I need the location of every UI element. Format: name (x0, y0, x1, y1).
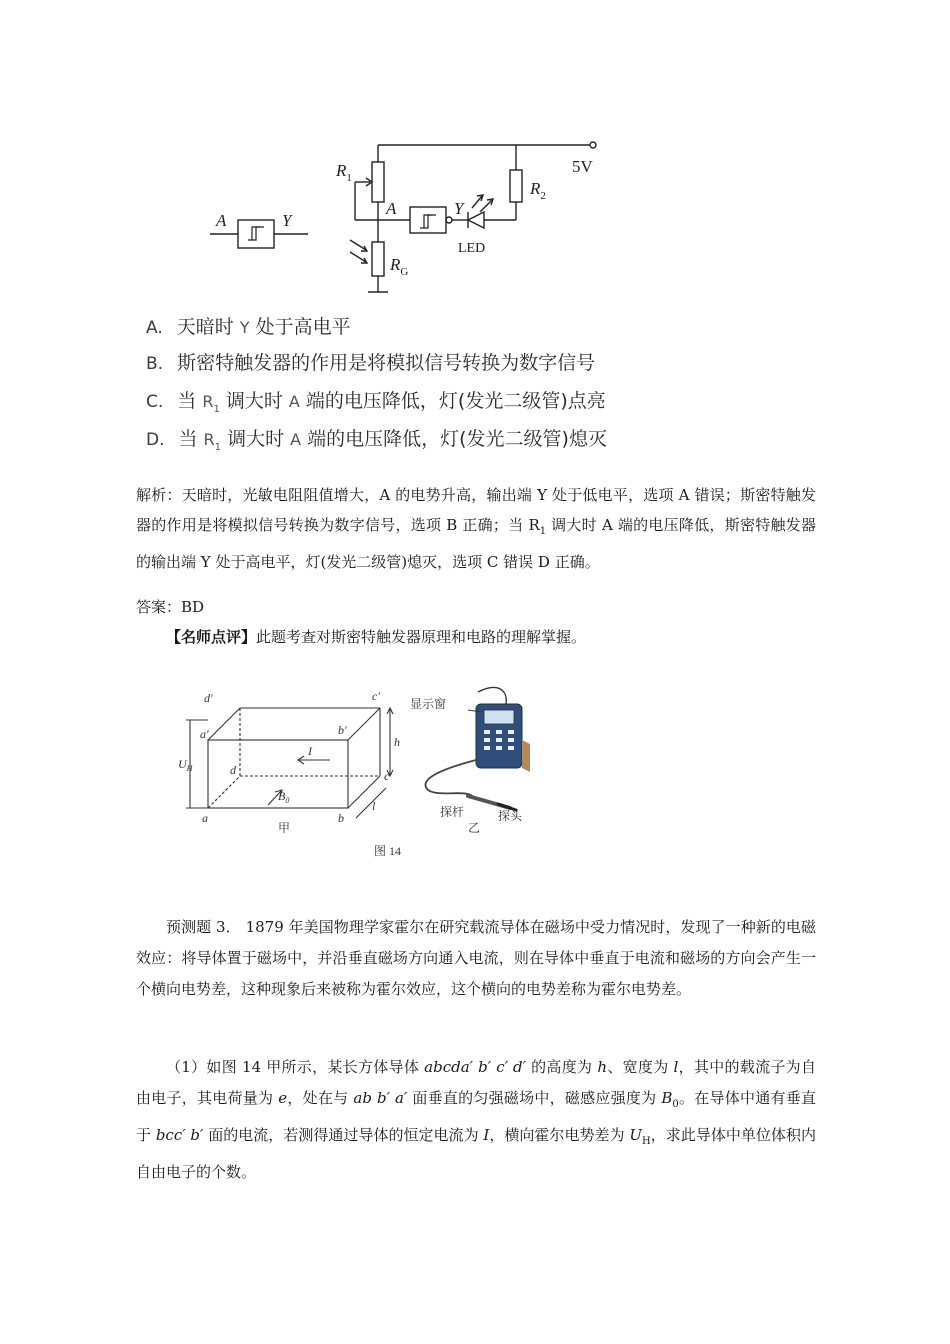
figure-14 (178, 680, 558, 870)
svg-text:I: I (308, 744, 312, 758)
problem-question-1: （1）如图 14 甲所示，某长方体导体 abcda′ b′ c′ d′ 的高度为 h、宽度为 l，其中的载流子为自由电子，其电荷量为 e，处在与 ab b′ a′ 面垂直的匀强磁场中，磁感应强度为 $B_0$。在导体中通有垂直于 bcc′ b′ 面的电流，若测得通过导体的恒定电流为 I，横向霍尔电势差为 $U_H$，求此导体中单位体积内自由电子的个数。 (136, 1058, 816, 1181)
svg-text:b′: b′ (338, 723, 347, 737)
svg-text:甲: 甲 (278, 821, 291, 835)
r2-label: $R_2$ (530, 179, 546, 202)
option-d: D. 当 $R_1$ 调大时 A 端的电压降低，灯(发光二级管)熄灭 (146, 428, 607, 453)
svg-text:a′: a′ (200, 727, 209, 741)
svg-text:图 14: 图 14 (374, 844, 402, 858)
answer-line: 答案：BD (136, 598, 205, 616)
svg-text:UH: $U_H$ (178, 757, 193, 773)
svg-text:b: b (338, 811, 344, 825)
gate-output-label: Y (282, 211, 292, 230)
svg-text:B0: $B_0$ (278, 789, 290, 805)
teacher-comment: 【名师点评】此题考查对斯密特触发器原理和电路的理解掌握。 (166, 628, 587, 646)
schmitt-circuit-diagram (200, 130, 620, 305)
node-a-label: A (386, 199, 397, 218)
svg-text:d′: d′ (204, 691, 213, 705)
svg-text:a: a (202, 811, 208, 825)
option-c: C. 当 $R_1$ 调大时 A 端的电压降低，灯(发光二级管)点亮 (146, 390, 606, 415)
svg-text:探头: 探头 (498, 809, 523, 823)
svg-text:c′: c′ (372, 689, 380, 703)
option-a: A. 天暗时 Y 处于高电平 (146, 316, 351, 338)
svg-text:h: h (394, 735, 400, 749)
svg-text:d: d (230, 763, 236, 777)
r1-label: $R_1$ (336, 161, 352, 184)
gate-input-label: A (216, 211, 227, 230)
svg-text:c: c (384, 769, 390, 783)
svg-text:探杆: 探杆 (440, 805, 465, 819)
analysis-paragraph: 解析：天暗时，光敏电阻阻值增大，A 的电势升高，输出端 Y 处于低电平，选项 A 错误；斯密特触发器的作用是将模拟信号转换为数字信号，选项 B 正确；当 $R_1$ 调大时 A 端的电压降低，斯密特触发器的输出端 Y 处于高电平，灯(发光二级管)熄灭，选项 C 错误 D 正确。 (136, 486, 817, 571)
svg-text:乙: 乙 (468, 821, 481, 835)
option-b: B. 斯密特触发器的作用是将模拟信号转换为数字信号 (146, 352, 596, 374)
svg-text:l: l (372, 799, 376, 813)
node-y-label: Y (454, 199, 464, 218)
supply-label: 5V (572, 157, 593, 176)
rg-label: $R_G$ (390, 255, 409, 278)
svg-text:显示窗: 显示窗 (410, 697, 447, 711)
led-label: LED (458, 241, 486, 256)
problem-intro: 预测题 3． 1879 年美国物理学家霍尔在研究载流导体在磁场中受力情况时，发现了一种新的电磁效应：将导体置于磁场中，并沿垂直磁场方向通入电流，则在导体中垂直于电流和磁场的方向会产生一个横向电势差，这种现象后来被称为霍尔效应，这个横向的电势差称为霍尔电势差。 (136, 918, 816, 998)
